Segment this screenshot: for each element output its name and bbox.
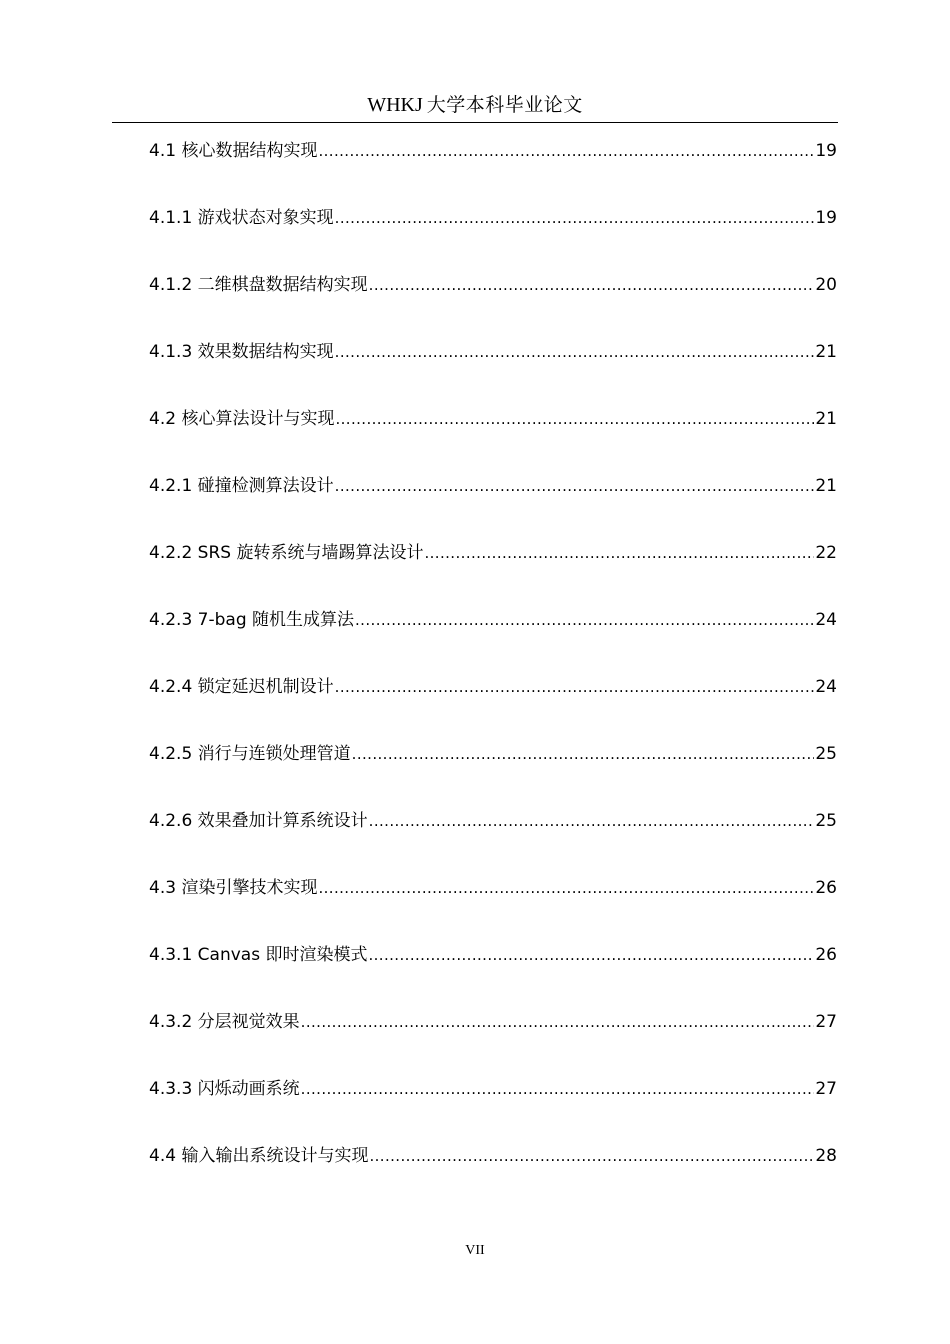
page-number: VII <box>465 1243 485 1258</box>
header-latin: WHKJ <box>367 94 423 116</box>
toc-entry-page: 21 <box>815 409 837 429</box>
toc-entry[interactable] <box>149 139 837 206</box>
toc-entry[interactable] <box>149 541 837 608</box>
toc-entry[interactable] <box>149 1144 837 1211</box>
toc-entry-page: 21 <box>815 476 837 496</box>
toc-entry-title: 4.1 核心数据结构实现 <box>149 141 318 161</box>
toc-entry[interactable] <box>149 742 837 809</box>
toc-entry-page: 19 <box>815 141 837 161</box>
toc-leader <box>335 206 815 228</box>
toc-entry-title: 4.2.5 消行与连锁处理管道 <box>149 744 351 764</box>
toc-entry[interactable] <box>149 675 837 742</box>
toc-entry[interactable] <box>149 608 837 675</box>
toc-entry-page: 21 <box>815 342 837 362</box>
toc-entry-page: 28 <box>815 1146 837 1166</box>
toc-leader <box>369 273 815 295</box>
toc-leader <box>369 1144 814 1166</box>
toc-entry[interactable] <box>149 273 837 340</box>
toc-entry[interactable] <box>149 474 837 541</box>
toc-entry-title: 4.3.3 闪烁动画系统 <box>149 1079 300 1099</box>
toc-entry-title: 4.2.4 锁定延迟机制设计 <box>149 677 334 697</box>
toc-entry[interactable] <box>149 1077 837 1144</box>
toc-entry-title: 4.2.2 SRS 旋转系统与墙踢算法设计 <box>149 543 424 563</box>
toc-entry[interactable] <box>149 876 837 943</box>
toc-entry-page: 25 <box>815 744 837 764</box>
toc-entry-title: 4.2.3 7-bag 随机生成算法 <box>149 610 355 630</box>
toc-leader <box>368 943 814 965</box>
toc-entry-page: 27 <box>815 1012 837 1032</box>
toc-leader <box>335 474 815 496</box>
header-title <box>367 94 583 116</box>
toc-entry-title: 4.3.2 分层视觉效果 <box>149 1012 300 1032</box>
toc-entry[interactable] <box>149 1010 837 1077</box>
toc-leader <box>352 742 815 764</box>
toc-entry-page: 26 <box>815 945 837 965</box>
toc-leader <box>335 407 814 429</box>
toc-leader <box>335 340 815 362</box>
toc-leader <box>369 809 815 831</box>
toc-leader <box>424 541 814 563</box>
toc-entry[interactable] <box>149 340 837 407</box>
toc-entry-page: 26 <box>815 878 837 898</box>
toc-entry-page: 22 <box>815 543 837 563</box>
toc-entry[interactable] <box>149 809 837 876</box>
toc-entry[interactable] <box>149 943 837 1010</box>
toc-entry[interactable] <box>149 407 837 474</box>
toc-entry-page: 25 <box>815 811 837 831</box>
toc-entry-title: 4.1.1 游戏状态对象实现 <box>149 208 334 228</box>
toc-leader <box>318 139 814 161</box>
toc-leader <box>318 876 814 898</box>
toc-entry-title: 4.4 输入输出系统设计与实现 <box>149 1146 369 1166</box>
toc-leader <box>301 1077 815 1099</box>
toc-entry-title: 4.2.1 碰撞检测算法设计 <box>149 476 334 496</box>
toc-leader <box>301 1010 815 1032</box>
toc-entry-page: 24 <box>815 677 837 697</box>
page-footer <box>0 1243 950 1259</box>
toc-entry-page: 20 <box>815 275 837 295</box>
toc-entry-page: 27 <box>815 1079 837 1099</box>
toc-entry-page: 24 <box>815 610 837 630</box>
toc-entry-title: 4.1.3 效果数据结构实现 <box>149 342 334 362</box>
toc-entry-title: 4.1.2 二维棋盘数据结构实现 <box>149 275 368 295</box>
table-of-contents <box>149 139 837 1211</box>
toc-entry-title: 4.3 渲染引擎技术实现 <box>149 878 318 898</box>
toc-leader <box>335 675 815 697</box>
toc-entry-title: 4.2 核心算法设计与实现 <box>149 409 335 429</box>
toc-entry-title: 4.3.1 Canvas 即时渲染模式 <box>149 945 368 965</box>
toc-entry-title: 4.2.6 效果叠加计算系统设计 <box>149 811 368 831</box>
header-title-text: 大学本科毕业论文 <box>426 94 583 116</box>
toc-leader <box>355 608 814 630</box>
toc-entry-page: 19 <box>815 208 837 228</box>
page-header <box>112 92 838 123</box>
toc-entry[interactable] <box>149 206 837 273</box>
